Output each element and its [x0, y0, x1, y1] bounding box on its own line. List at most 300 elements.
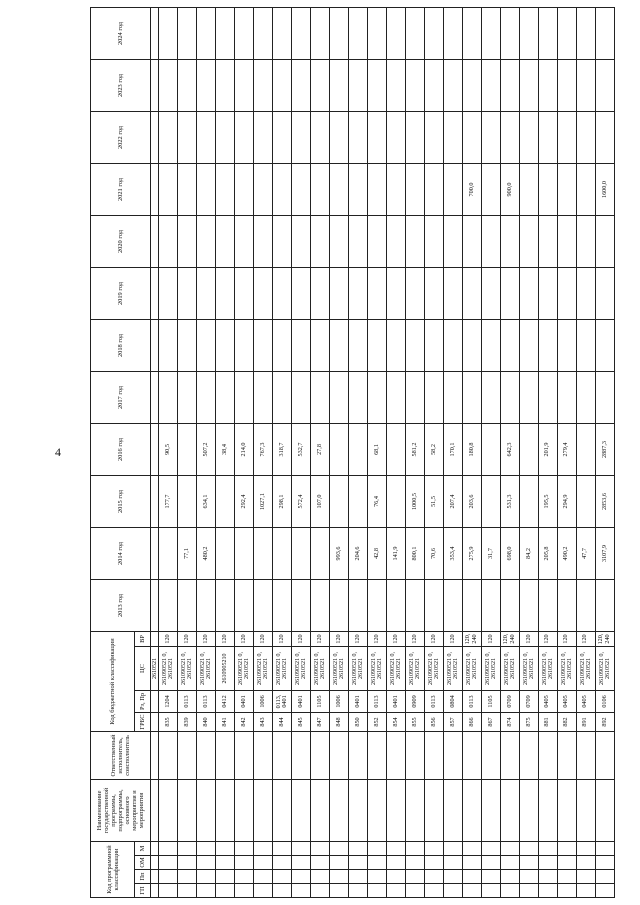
cell-pp: [500, 870, 519, 884]
cell-gp: [424, 884, 443, 898]
header-name: Наименование государственной программы, подпрограммы, основного мероприятия и мероприятия: [91, 779, 151, 841]
cell-year-value: [387, 163, 406, 215]
cell-year-value: 480,2: [197, 527, 216, 579]
cell-year-value: [330, 371, 349, 423]
cell-grbs: 882: [557, 712, 576, 731]
cell-year-value: [292, 319, 311, 371]
cell-year-value: [576, 59, 595, 111]
cell-year-value: [216, 527, 235, 579]
cell-gp: [311, 884, 330, 898]
cell-year-value: [311, 319, 330, 371]
cell-year-value: [330, 163, 349, 215]
cell-pp: [254, 870, 273, 884]
cell-rzpr: 0113: [368, 690, 387, 712]
cell-rzpr: 1105: [311, 690, 330, 712]
cell-year-value: [216, 371, 235, 423]
cell-gp: [273, 884, 292, 898]
cell-cs: 261090521 0, 2610521: [197, 646, 216, 690]
table-row: [197, 7, 216, 897]
cell-year-value: [235, 111, 254, 163]
cell-rzpr: 0405: [557, 690, 576, 712]
cell-year-value: 294,9: [557, 475, 576, 527]
cell-vr: 120: [254, 631, 273, 646]
cell-grbs: 891: [576, 712, 595, 731]
cell-cs: 2610521: [151, 646, 159, 690]
cell-year-value: [538, 319, 557, 371]
cell-year-value: [519, 59, 538, 111]
cell-year-value: [159, 215, 178, 267]
cell-cs: 261090521 0, 2610521: [273, 646, 292, 690]
budget-table: [90, 7, 615, 898]
cell-year-value: [151, 7, 159, 59]
cell-gp: [235, 884, 254, 898]
cell-year-value: [576, 111, 595, 163]
cell-vr: 120: [235, 631, 254, 646]
cell-pp: [311, 870, 330, 884]
cell-m: [443, 841, 462, 855]
cell-name: [349, 779, 368, 841]
cell-year-value: [595, 267, 614, 319]
cell-name: [424, 779, 443, 841]
header-grbs: ГРБС: [135, 712, 151, 731]
cell-vr: 120: [349, 631, 368, 646]
cell-year-value: [330, 319, 349, 371]
cell-rzpr: 0401: [387, 690, 406, 712]
cell-year-value: [557, 371, 576, 423]
table-row: [500, 7, 519, 897]
cell-vr: [151, 631, 159, 646]
cell-m: [235, 841, 254, 855]
cell-year-value: [576, 215, 595, 267]
cell-year-value: [311, 579, 330, 631]
page-number: 4: [55, 445, 61, 459]
cell-m: [151, 841, 159, 855]
cell-name: [235, 779, 254, 841]
cell-year-value: [292, 371, 311, 423]
cell-executor: [481, 731, 500, 779]
cell-year-value: [349, 423, 368, 475]
cell-rzpr: 0709: [500, 690, 519, 712]
cell-vr: 120: [292, 631, 311, 646]
cell-year-value: 2887,3: [595, 423, 614, 475]
cell-year-value: [406, 579, 425, 631]
cell-year-value: 68,1: [368, 423, 387, 475]
cell-year-value: [151, 319, 159, 371]
cell-pp: [443, 870, 462, 884]
cell-year-value: [481, 475, 500, 527]
cell-m: [216, 841, 235, 855]
cell-year-value: [273, 215, 292, 267]
cell-year-value: [595, 7, 614, 59]
cell-year-value: [557, 111, 576, 163]
table-row: [216, 7, 235, 897]
cell-pp: [151, 870, 159, 884]
cell-name: [387, 779, 406, 841]
cell-year-value: [216, 111, 235, 163]
table-row: [595, 7, 614, 897]
cell-year-value: [151, 423, 159, 475]
cell-om: [273, 856, 292, 870]
cell-gp: [500, 884, 519, 898]
cell-year-value: [557, 579, 576, 631]
cell-year-value: 141,9: [387, 527, 406, 579]
cell-vr: 120, 240: [462, 631, 481, 646]
cell-year-value: [443, 579, 462, 631]
cell-year-value: [216, 319, 235, 371]
cell-year-value: [519, 371, 538, 423]
cell-cs: 261090521 0, 2610521: [349, 646, 368, 690]
cell-year-value: 170,1: [443, 423, 462, 475]
cell-year-value: 1027,1: [254, 475, 273, 527]
cell-year-value: [178, 215, 197, 267]
table-row: [519, 7, 538, 897]
cell-year-value: [595, 579, 614, 631]
table-row: [311, 7, 330, 897]
header-om: ОМ: [135, 856, 151, 870]
cell-pp: [368, 870, 387, 884]
header-year: 2020 год: [91, 215, 151, 267]
table-row: [235, 7, 254, 897]
cell-year-value: [443, 7, 462, 59]
header-executor: Ответственный исполнитель, соисполнитель: [91, 731, 151, 779]
cell-year-value: [576, 267, 595, 319]
cell-year-value: [368, 267, 387, 319]
cell-year-value: [292, 267, 311, 319]
cell-pp: [406, 870, 425, 884]
cell-grbs: 847: [311, 712, 330, 731]
cell-cs: 261090521 0, 2610521: [387, 646, 406, 690]
cell-year-value: [235, 163, 254, 215]
cell-rzpr: 0106: [595, 690, 614, 712]
cell-executor: [424, 731, 443, 779]
cell-year-value: [424, 59, 443, 111]
cell-m: [330, 841, 349, 855]
cell-year-value: [443, 59, 462, 111]
cell-m: [159, 841, 178, 855]
cell-year-value: [216, 475, 235, 527]
cell-year-value: 47,7: [576, 527, 595, 579]
cell-year-value: [151, 579, 159, 631]
cell-year-value: 2853,6: [595, 475, 614, 527]
cell-year-value: [254, 579, 273, 631]
cell-grbs: 842: [235, 712, 254, 731]
cell-year-value: [387, 215, 406, 267]
header-year: 2019 год: [91, 267, 151, 319]
cell-year-value: 107,0: [311, 475, 330, 527]
cell-year-value: [424, 111, 443, 163]
cell-year-value: [197, 215, 216, 267]
cell-name: [500, 779, 519, 841]
cell-year-value: [273, 111, 292, 163]
cell-cs: 261090521 0, 2610521: [557, 646, 576, 690]
cell-name: [576, 779, 595, 841]
header-pp: Пп: [135, 870, 151, 884]
cell-year-value: [330, 111, 349, 163]
cell-year-value: [443, 319, 462, 371]
cell-year-value: [481, 423, 500, 475]
cell-year-value: [387, 59, 406, 111]
table-row: [292, 7, 311, 897]
cell-name: [311, 779, 330, 841]
cell-year-value: [349, 579, 368, 631]
cell-rzpr: 1204: [159, 690, 178, 712]
cell-year-value: 298,1: [273, 475, 292, 527]
cell-cs: 261090521 0, 2610521: [424, 646, 443, 690]
cell-year-value: [216, 7, 235, 59]
cell-year-value: [595, 319, 614, 371]
cell-pp: [349, 870, 368, 884]
cell-rzpr: 0113: [197, 690, 216, 712]
cell-rzpr: 0113, 0401: [273, 690, 292, 712]
table-header: [91, 7, 151, 897]
cell-year-value: [349, 163, 368, 215]
cell-grbs: 875: [519, 712, 538, 731]
cell-gp: [462, 884, 481, 898]
cell-grbs: 866: [462, 712, 481, 731]
cell-year-value: [273, 267, 292, 319]
cell-rzpr: 0113: [424, 690, 443, 712]
cell-year-value: [159, 59, 178, 111]
cell-cs: 261090521 0, 2610521: [462, 646, 481, 690]
budget-table-rotated: [90, 8, 615, 898]
header-year: 2023 год: [91, 59, 151, 111]
cell-cs: 261090521 0, 2610521: [368, 646, 387, 690]
cell-name: [538, 779, 557, 841]
cell-year-value: [424, 579, 443, 631]
cell-pp: [424, 870, 443, 884]
cell-year-value: 572,4: [292, 475, 311, 527]
cell-year-value: [406, 371, 425, 423]
cell-year-value: [178, 475, 197, 527]
cell-vr: 120: [159, 631, 178, 646]
table-row: [538, 7, 557, 897]
cell-year-value: [443, 163, 462, 215]
cell-year-value: [349, 267, 368, 319]
cell-year-value: [254, 7, 273, 59]
cell-vr: 120: [197, 631, 216, 646]
cell-pp: [159, 870, 178, 884]
cell-rzpr: 0401: [235, 690, 254, 712]
cell-name: [443, 779, 462, 841]
table-row: [151, 7, 159, 897]
cell-year-value: 27,8: [311, 423, 330, 475]
cell-m: [311, 841, 330, 855]
cell-year-value: 207,4: [443, 475, 462, 527]
cell-year-value: [273, 163, 292, 215]
cell-m: [273, 841, 292, 855]
cell-rzpr: 0113: [462, 690, 481, 712]
cell-year-value: [576, 423, 595, 475]
cell-grbs: 874: [500, 712, 519, 731]
cell-executor: [197, 731, 216, 779]
cell-rzpr: 0412: [216, 690, 235, 712]
cell-year-value: 84,2: [519, 527, 538, 579]
header-gp: ГП: [135, 884, 151, 898]
cell-gp: [197, 884, 216, 898]
cell-rzpr: 0113: [178, 690, 197, 712]
cell-year-value: [500, 371, 519, 423]
header-cs: ЦС: [135, 646, 151, 690]
cell-year-value: [595, 215, 614, 267]
cell-om: [159, 856, 178, 870]
cell-year-value: [159, 111, 178, 163]
cell-gp: [349, 884, 368, 898]
cell-year-value: [424, 7, 443, 59]
cell-pp: [557, 870, 576, 884]
cell-year-value: 180,8: [462, 423, 481, 475]
cell-om: [424, 856, 443, 870]
cell-year-value: [197, 267, 216, 319]
cell-year-value: [557, 59, 576, 111]
cell-name: [406, 779, 425, 841]
cell-cs: 261090521 0, 2610521: [406, 646, 425, 690]
cell-m: [424, 841, 443, 855]
cell-gp: [443, 884, 462, 898]
cell-m: [576, 841, 595, 855]
cell-year-value: [595, 59, 614, 111]
cell-year-value: [292, 527, 311, 579]
cell-year-value: [178, 371, 197, 423]
cell-rzpr: [151, 690, 159, 712]
cell-year-value: [178, 423, 197, 475]
cell-grbs: 840: [197, 712, 216, 731]
cell-cs: 261090521 0, 2610521: [500, 646, 519, 690]
header-year: 2022 год: [91, 111, 151, 163]
cell-year-value: [387, 319, 406, 371]
cell-year-value: [538, 371, 557, 423]
cell-year-value: [462, 579, 481, 631]
cell-cs: 261090521 0, 2610521: [595, 646, 614, 690]
cell-year-value: 767,3: [254, 423, 273, 475]
cell-year-value: 292,4: [235, 475, 254, 527]
header-m: М: [135, 841, 151, 855]
cell-year-value: [159, 371, 178, 423]
cell-year-value: [349, 475, 368, 527]
cell-year-value: [538, 215, 557, 267]
cell-name: [519, 779, 538, 841]
cell-year-value: [330, 7, 349, 59]
cell-year-value: [159, 7, 178, 59]
cell-om: [254, 856, 273, 870]
table-row: [424, 7, 443, 897]
cell-year-value: 507,2: [197, 423, 216, 475]
cell-year-value: [273, 7, 292, 59]
cell-year-value: [254, 371, 273, 423]
cell-grbs: 839: [178, 712, 197, 731]
header-year: 2018 год: [91, 319, 151, 371]
cell-year-value: 993,6: [330, 527, 349, 579]
header-year: 2013 год: [91, 579, 151, 631]
cell-gp: [330, 884, 349, 898]
cell-year-value: 201,9: [538, 423, 557, 475]
cell-year-value: 800,1: [406, 527, 425, 579]
cell-year-value: 90,5: [159, 423, 178, 475]
cell-grbs: 855: [406, 712, 425, 731]
cell-m: [368, 841, 387, 855]
table-row: [178, 7, 197, 897]
cell-year-value: [519, 111, 538, 163]
cell-gp: [387, 884, 406, 898]
cell-year-value: [292, 7, 311, 59]
cell-year-value: [216, 215, 235, 267]
cell-grbs: 845: [292, 712, 311, 731]
cell-year-value: 203,6: [462, 475, 481, 527]
cell-year-value: [481, 163, 500, 215]
cell-year-value: 31,7: [481, 527, 500, 579]
cell-year-value: [349, 319, 368, 371]
cell-om: [197, 856, 216, 870]
cell-name: [462, 779, 481, 841]
table-row: [349, 7, 368, 897]
cell-m: [557, 841, 576, 855]
cell-gp: [151, 884, 159, 898]
cell-year-value: [311, 267, 330, 319]
cell-year-value: [462, 111, 481, 163]
cell-cs: 261090521 0, 2610521: [159, 646, 178, 690]
cell-year-value: 642,3: [500, 423, 519, 475]
table-row: [159, 7, 178, 897]
cell-om: [481, 856, 500, 870]
cell-year-value: [330, 215, 349, 267]
table-row: [387, 7, 406, 897]
header-year: 2017 год: [91, 371, 151, 423]
cell-om: [151, 856, 159, 870]
cell-year-value: [481, 59, 500, 111]
cell-gp: [481, 884, 500, 898]
cell-pp: [273, 870, 292, 884]
cell-year-value: [462, 267, 481, 319]
cell-pp: [197, 870, 216, 884]
cell-vr: 120: [368, 631, 387, 646]
cell-executor: [462, 731, 481, 779]
cell-pp: [235, 870, 254, 884]
cell-year-value: [576, 475, 595, 527]
cell-year-value: [273, 579, 292, 631]
table-row: [330, 7, 349, 897]
cell-year-value: 353,4: [443, 527, 462, 579]
cell-executor: [292, 731, 311, 779]
cell-executor: [159, 731, 178, 779]
cell-m: [292, 841, 311, 855]
cell-year-value: [151, 59, 159, 111]
cell-vr: 120: [216, 631, 235, 646]
cell-vr: 120: [330, 631, 349, 646]
cell-year-value: [406, 111, 425, 163]
cell-year-value: 177,7: [159, 475, 178, 527]
cell-executor: [595, 731, 614, 779]
cell-grbs: 857: [443, 712, 462, 731]
cell-om: [368, 856, 387, 870]
cell-year-value: [151, 371, 159, 423]
cell-year-value: [538, 111, 557, 163]
cell-year-value: [368, 111, 387, 163]
cell-grbs: 835: [159, 712, 178, 731]
cell-cs: 261090521 0, 2610521: [443, 646, 462, 690]
cell-year-value: [576, 319, 595, 371]
cell-name: [595, 779, 614, 841]
cell-gp: [595, 884, 614, 898]
cell-year-value: [519, 319, 538, 371]
cell-executor: [538, 731, 557, 779]
cell-year-value: [443, 111, 462, 163]
cell-pp: [595, 870, 614, 884]
cell-year-value: [519, 267, 538, 319]
cell-name: [273, 779, 292, 841]
cell-rzpr: 1006: [330, 690, 349, 712]
cell-year-value: [178, 7, 197, 59]
header-year: 2014 год: [91, 527, 151, 579]
cell-year-value: [500, 111, 519, 163]
